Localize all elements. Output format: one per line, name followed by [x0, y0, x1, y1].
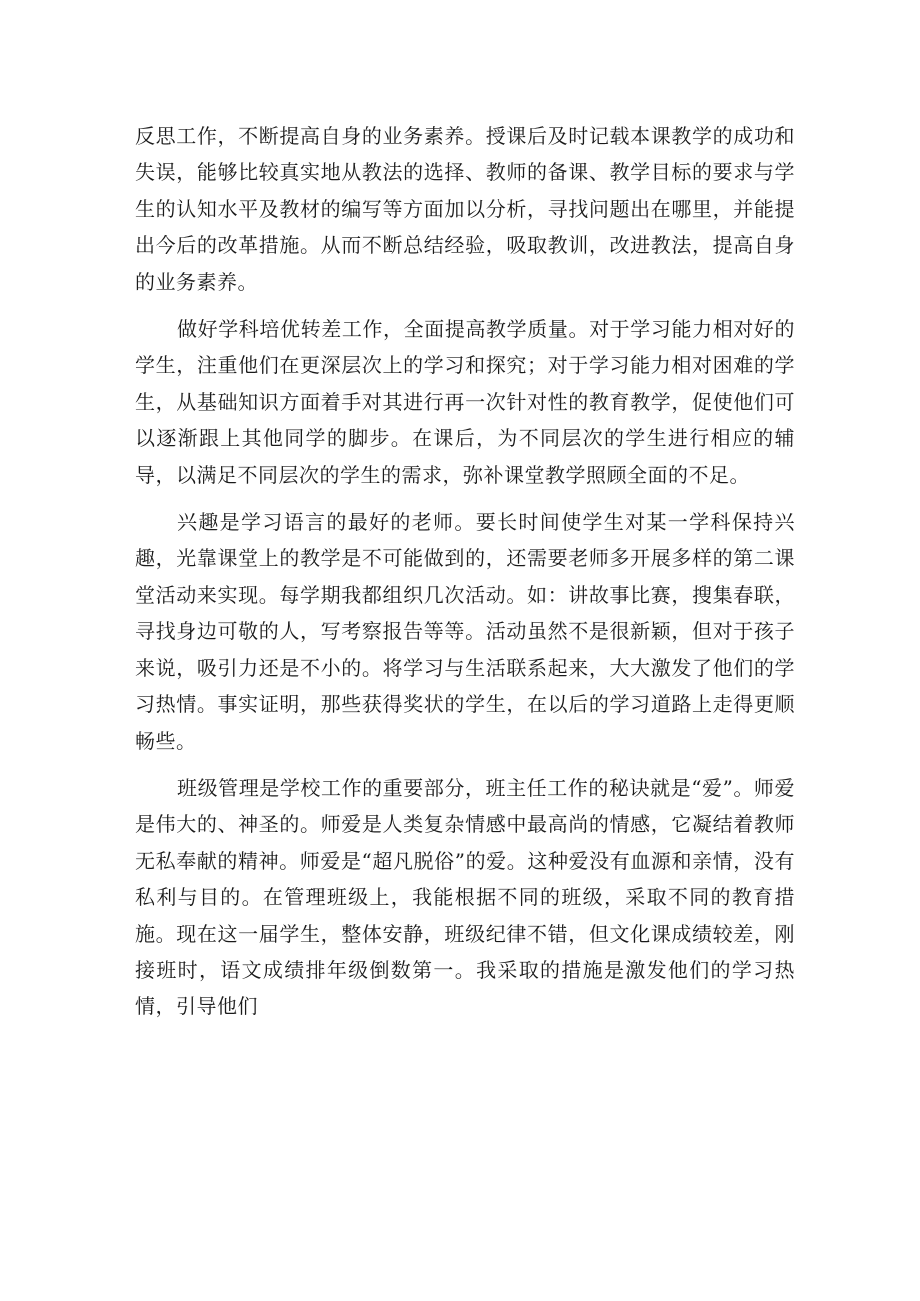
document-body — [135, 118, 795, 1036]
paragraph-4: 班级管理是学校工作的重要部分，班主任工作的秘诀就是“爱”。师爱是伟大的、神圣的。师爱是人类复杂情感中最高尚的情感，它凝结着教师无私奉献的精神。师爱是“超凡脱俗”的爱。这种爱没有血源和亲情，没有私利与目的。在管理班级上，我能根据不同的班级，采取不同的教育措施。现在这一届学生，整体安静，班级纪律不错，但文化课成绩较差，刚接班时，语文成绩排年级倒数第一。我采取的措施是激发他们的学习热情，引导他们 — [135, 775, 795, 1019]
paragraph-3: 兴趣是学习语言的最好的老师。要长时间使学生对某一学科保持兴趣，光靠课堂上的教学是不可能做到的，还需要老师多开展多样的第二课堂活动来实现。每学期我都组织几次活动。如：讲故事比赛，搜集春联，寻找身边可敬的人，写考察报告等等。活动虽然不是很新颖，但对于孩子来说，吸引力还是不小的。将学习与生活联系起来，大大激发了他们的学习热情。事实证明，那些获得奖状的学生，在以后的学习道路上走得更顺畅些。 — [135, 510, 795, 753]
paragraph-1: 反思工作，不断提高自身的业务素养。授课后及时记载本课教学的成功和失误，能够比较真实地从教法的选择、教师的备课、教学目标的要求与学生的认知水平及教材的编写等方面加以分析，寻找问题出在哪里，并能提出今后的改革措施。从而不断总结经验，吸取教训，改进教法，提高自身的业务素养。 — [135, 124, 795, 294]
paragraph-2: 做好学科培优转差工作，全面提高教学质量。对于学习能力相对好的学生，注重他们在更深层次上的学习和探究；对于学习能力相对困难的学生，从基础知识方面着手对其进行再一次针对性的教育教学，促使他们可以逐渐跟上其他同学的脚步。在课后，为不同层次的学生进行相应的辅导，以满足不同层次的学生的需求，弥补课堂教学照顾全面的不足。 — [135, 317, 795, 487]
